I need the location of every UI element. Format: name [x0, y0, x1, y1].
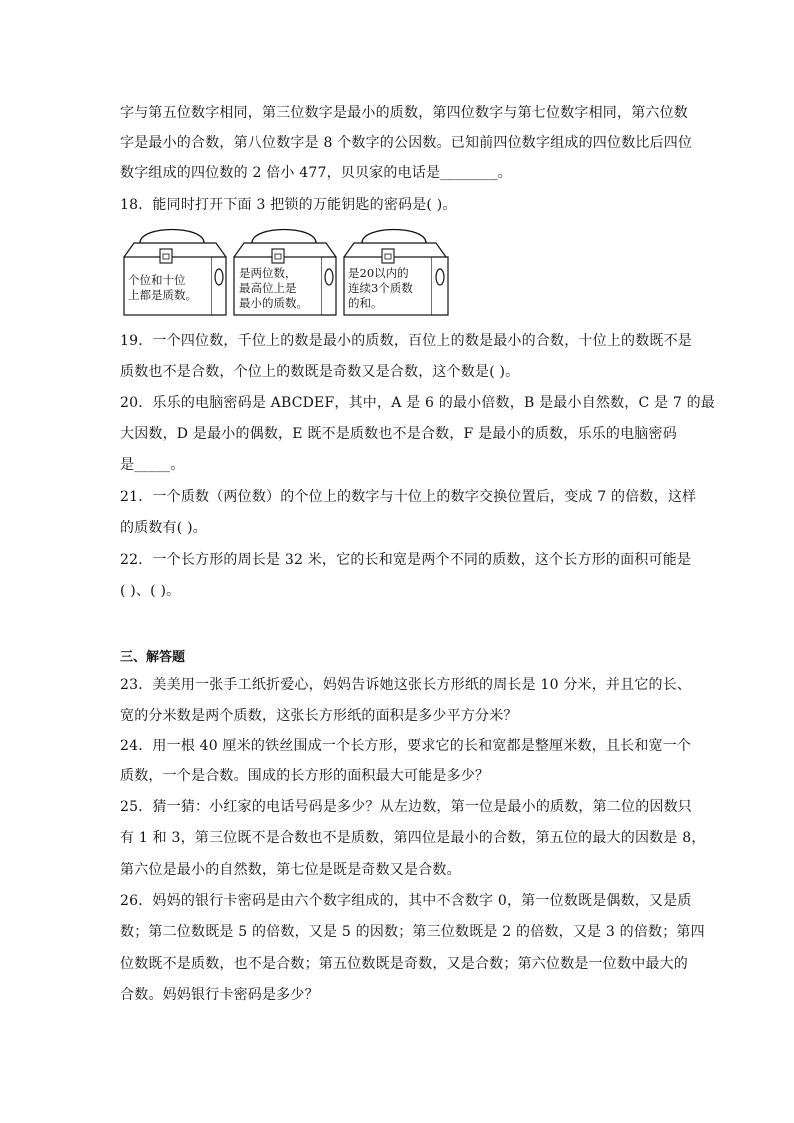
question-22-line-2: ( )、( )。 — [120, 583, 181, 599]
question-19-line-2: 质数也不是合数，个位上的数既是奇数又是合数，这个数是( )。 — [120, 364, 520, 380]
question-25-line-3: 第六位是最小的自然数，第七位是既是奇数又是合数。 — [120, 862, 461, 878]
q17-continuation-line-3: 数字组成的四位数的 2 倍小 477，贝贝家的电话是________。 — [120, 165, 512, 181]
question-21-line-2: 的质数有( )。 — [120, 520, 207, 536]
lock-3-clue-line-2: 连续3个质数 — [348, 281, 413, 295]
lock-1 — [124, 230, 226, 316]
q17-continuation-line-1: 字与第五位数字相同，第三位数字是最小的质数，第四位数字与第七位数字相同，第六位数 — [120, 105, 688, 121]
question-26-line-3: 位数既不是质数，也不是合数；第五位数既是奇数，又是合数；第六位数是一位数中最大的 — [120, 956, 688, 972]
question-26-line-2: 数；第二位数既是 5 的倍数，又是 5 的因数；第三位数既是 2 的倍数，又是 3 的倍数；第四 — [120, 924, 705, 940]
question-25-line-1: 25．猜一猜：小红家的电话号码是多少？从左边数，第一位是最小的质数，第二位的因数只 — [120, 799, 693, 815]
q17-continuation-line-2: 字是最小的合数，第八位数字是 8 个数字的公因数。已知前四位数字组成的四位数比后四位 — [120, 135, 693, 151]
lock-2-clue-line-3: 最小的质数。 — [239, 296, 308, 310]
question-24-line-1: 24．用一根 40 厘米的铁丝围成一个长方形，要求它的长和宽都是整厘米数，且长和宽一个 — [120, 738, 692, 754]
question-26-line-4: 合数。妈妈银行卡密码是多少？ — [120, 987, 319, 1003]
three-locks-figure — [118, 227, 458, 319]
question-19-line-1: 19．一个四位数，千位上的数是最小的质数，百位上的数是最小的合数，十位上的数既不是 — [120, 333, 693, 349]
question-21-line-1: 21．一个质数（两位数）的个位上的数字与十位上的数字交换位置后，变成 7 的倍数，这样 — [120, 489, 697, 505]
lock-3 — [344, 230, 448, 316]
question-25-line-2: 有 1 和 3，第三位既不是合数也不是质数，第四位是最小的合数，第五位的最大的因数是 8， — [120, 830, 706, 846]
question-18: 18．能同时打开下面 3 把锁的万能钥匙的密码是( )。 — [120, 197, 457, 213]
question-26-line-1: 26．妈妈的银行卡密码是由六个数字组成的，其中不含数字 0，第一位数既是偶数，又是质 — [120, 893, 692, 909]
lock-1-clue-line-1: 个位和十位 — [128, 273, 186, 287]
lock-2 — [234, 230, 336, 316]
lock-2-clue-line-1: 是两位数， — [239, 266, 297, 280]
lock-2-clue-line-2: 最高位上是 — [239, 281, 297, 295]
lock-3-clue-line-1: 是20以内的 — [348, 266, 409, 280]
question-20-line-2: 大因数，D 是最小的偶数，E 既不是质数也不是合数，F 是最小的质数，乐乐的电脑密码 — [120, 426, 677, 442]
section-heading-answers: 三、解答题 — [120, 650, 186, 665]
question-20-line-3: 是_____。 — [120, 457, 185, 473]
lock-1-clue-line-2: 上都是质数。 — [128, 288, 197, 302]
question-23-line-2: 宽的分米数是两个质数，这张长方形纸的面积是多少平方分米？ — [120, 708, 518, 724]
question-20-line-1: 20．乐乐的电脑密码是 ABCDEF，其中，A 是 6 的最小倍数，B 是最小自然数，C 是 7 的最 — [120, 395, 716, 411]
question-22-line-1: 22．一个长方形的周长是 32 米，它的长和宽是两个不同的质数，这个长方形的面积可能是 — [120, 552, 692, 568]
question-24-line-2: 质数，一个是合数。围成的长方形的面积最大可能是多少？ — [120, 768, 490, 784]
lock-3-clue-line-3: 的和。 — [348, 296, 383, 310]
question-23-line-1: 23．美美用一张手工纸折爱心，妈妈告诉她这张长方形纸的周长是 10 分米，并且它的长、 — [120, 677, 692, 693]
